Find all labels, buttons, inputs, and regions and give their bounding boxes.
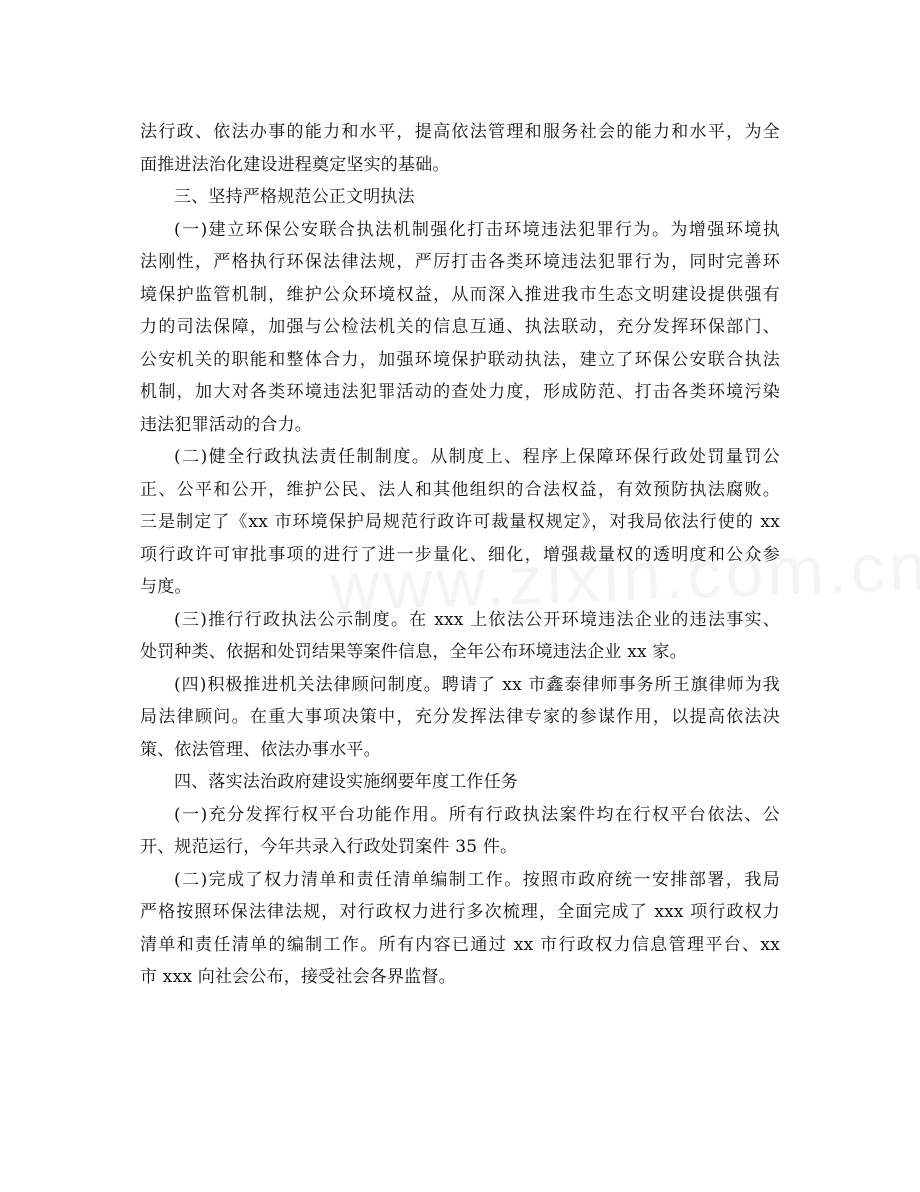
text-line: 处罚种类、依据和处罚结果等案件信息，全年公布环境违法企业 xx 家。 (140, 642, 687, 662)
text-line: (一)充分发挥行权平台功能作用。所有行政执法案件均在行权平台依法、公 (174, 804, 780, 825)
text-line: 市 xxx 向社会公布，接受社会各界监督。 (140, 967, 456, 987)
text-line: (四)积极推进机关法律顾问制度。聘请了 xx 市鑫泰律师事务所王旗律师为我 (174, 674, 780, 695)
text-line: 正、公平和公开，维护公民、法人和其他组织的合法权益，有效预防执法腐败。 (140, 479, 780, 500)
text-line: 策、依法管理、依法办事水平。 (140, 739, 381, 760)
document-body (140, 116, 780, 994)
text-line: 三是制定了《xx 市环境保护局规范行政许可裁量权规定》，对我局依法行使的 xx (140, 512, 780, 532)
text-line: (一)建立环保公安联合执法机制强化打击环境违法犯罪行为。为增强环境执 (174, 219, 780, 240)
text-line: 与度。 (140, 577, 192, 597)
text-line: 四、落实法治政府建设实施纲要年度工作任务 (174, 772, 518, 792)
text-line: (二)完成了权力清单和责任清单编制工作。按照市政府统一安排部署，我局 (174, 869, 780, 890)
text-line: 机制，加大对各类环境违法犯罪活动的查处力度，形成防范、打击各类环境污染 (140, 382, 780, 402)
text-line: 力的司法保障，加强与公检法机关的信息互通、执法联动，充分发挥环保部门、 (140, 317, 780, 337)
text-line: 法刚性，严格执行环保法律法规，严厉打击各类环境违法犯罪行为，同时完善环 (140, 252, 780, 272)
text-line: 公安机关的职能和整体合力，加强环境保护联动执法，建立了环保公安联合执法 (140, 349, 780, 370)
text-line: 清单和责任清单的编制工作。所有内容已通过 xx 市行政权力信息管理平台、xx (140, 934, 780, 955)
text-line: 严格按照环保法律法规，对行政权力进行多次梳理，全面完成了 xxx 项行政权力 (140, 902, 780, 922)
text-line: 三、坚持严格规范公正文明执法 (174, 187, 415, 207)
text-line: 法行政、依法办事的能力和水平，提高依法管理和服务社会的能力和水平，为全 (140, 122, 780, 142)
text-line: 境保护监管机制，维护公众环境权益，从而深入推进我市生态文明建设提供强有 (140, 284, 780, 305)
text-line: 违法犯罪活动的合力。 (140, 414, 312, 435)
text-line: 面推进法治化建设进程奠定坚实的基础。 (140, 154, 450, 175)
text-line: (二)健全行政执法责任制制度。从制度上、程序上保障环保行政处罚量罚公 (174, 447, 780, 467)
text-line: (三)推行行政执法公示制度。在 xxx 上依法公开环境违法企业的违法事实、 (174, 609, 780, 630)
text-line: 项行政许可审批事项的进行了进一步量化、细化，增强裁量权的透明度和公众参 (140, 544, 780, 565)
text-line: 局法律顾问。在重大事项决策中，充分发挥法律专家的参谋作用，以提高依法决 (140, 707, 780, 727)
text-line: 开、规范运行，今年共录入行政处罚案件 35 件。 (140, 837, 518, 857)
